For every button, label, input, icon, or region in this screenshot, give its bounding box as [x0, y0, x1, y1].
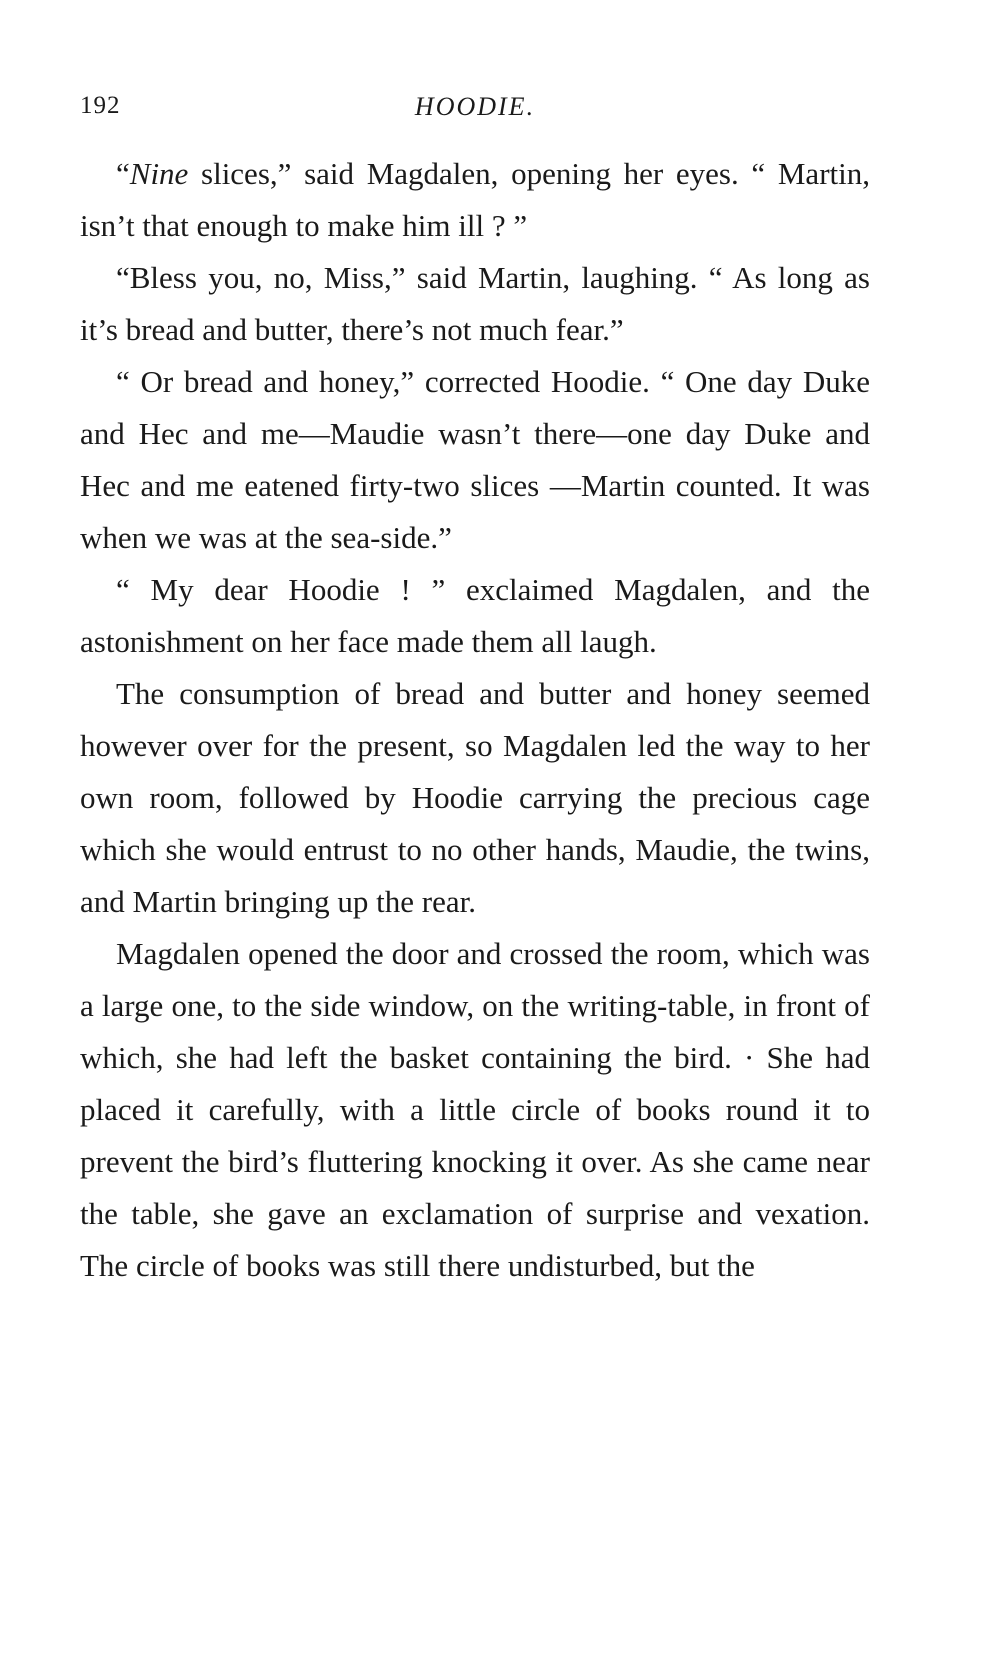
- paragraph-1: [80, 148, 870, 252]
- paragraph-1-text: slices,” said Magdalen, opening her eyes. “ Martin, isn’t that enough to make him ill ? ”: [80, 156, 870, 243]
- paragraph-3: “ Or bread and honey,” corrected Hoodie. “ One day Duke and Hec and me—Maudie wasn’t there—one day Duke and Hec and me eatened firty-two slices —Martin counted. It was when we was at the sea-side.”: [80, 364, 870, 555]
- paragraph-5: The consumption of bread and butter and honey seemed however over for the present, so Magdalen led the way to her own room, followed by Hoodie carrying the precious cage which she would entrust to no other hands, Maudie, the twins, and Martin bringing up the rear.: [80, 676, 870, 919]
- book-page: [80, 0, 870, 1666]
- page-number: 192: [80, 92, 121, 119]
- paragraph-1-italic-word: Nine: [129, 156, 189, 191]
- paragraph-4: “ My dear Hoodie ! ” exclaimed Magdalen, and the astonishment on her face made them all laugh.: [80, 572, 870, 659]
- running-title: HOODIE.: [414, 92, 536, 121]
- paragraph-6: Magdalen opened the door and crossed the room, which was a large one, to the side window, on the writing-table, in front of which, she had left the basket containing the bird. · She had placed it carefully, with a little circle of books round it to prevent the bird’s fluttering knocking it over. As she came near the table, she gave an exclamation of surprise and vexation. The circle of books was still there undisturbed, but the: [80, 936, 870, 1283]
- paragraph-1-open-quote: “: [116, 156, 130, 191]
- paragraph-2: “Bless you, no, Miss,” said Martin, laughing. “ As long as it’s bread and butter, there’s not much fear.”: [80, 260, 870, 347]
- body-text: [80, 148, 870, 1292]
- running-head: [80, 92, 870, 128]
